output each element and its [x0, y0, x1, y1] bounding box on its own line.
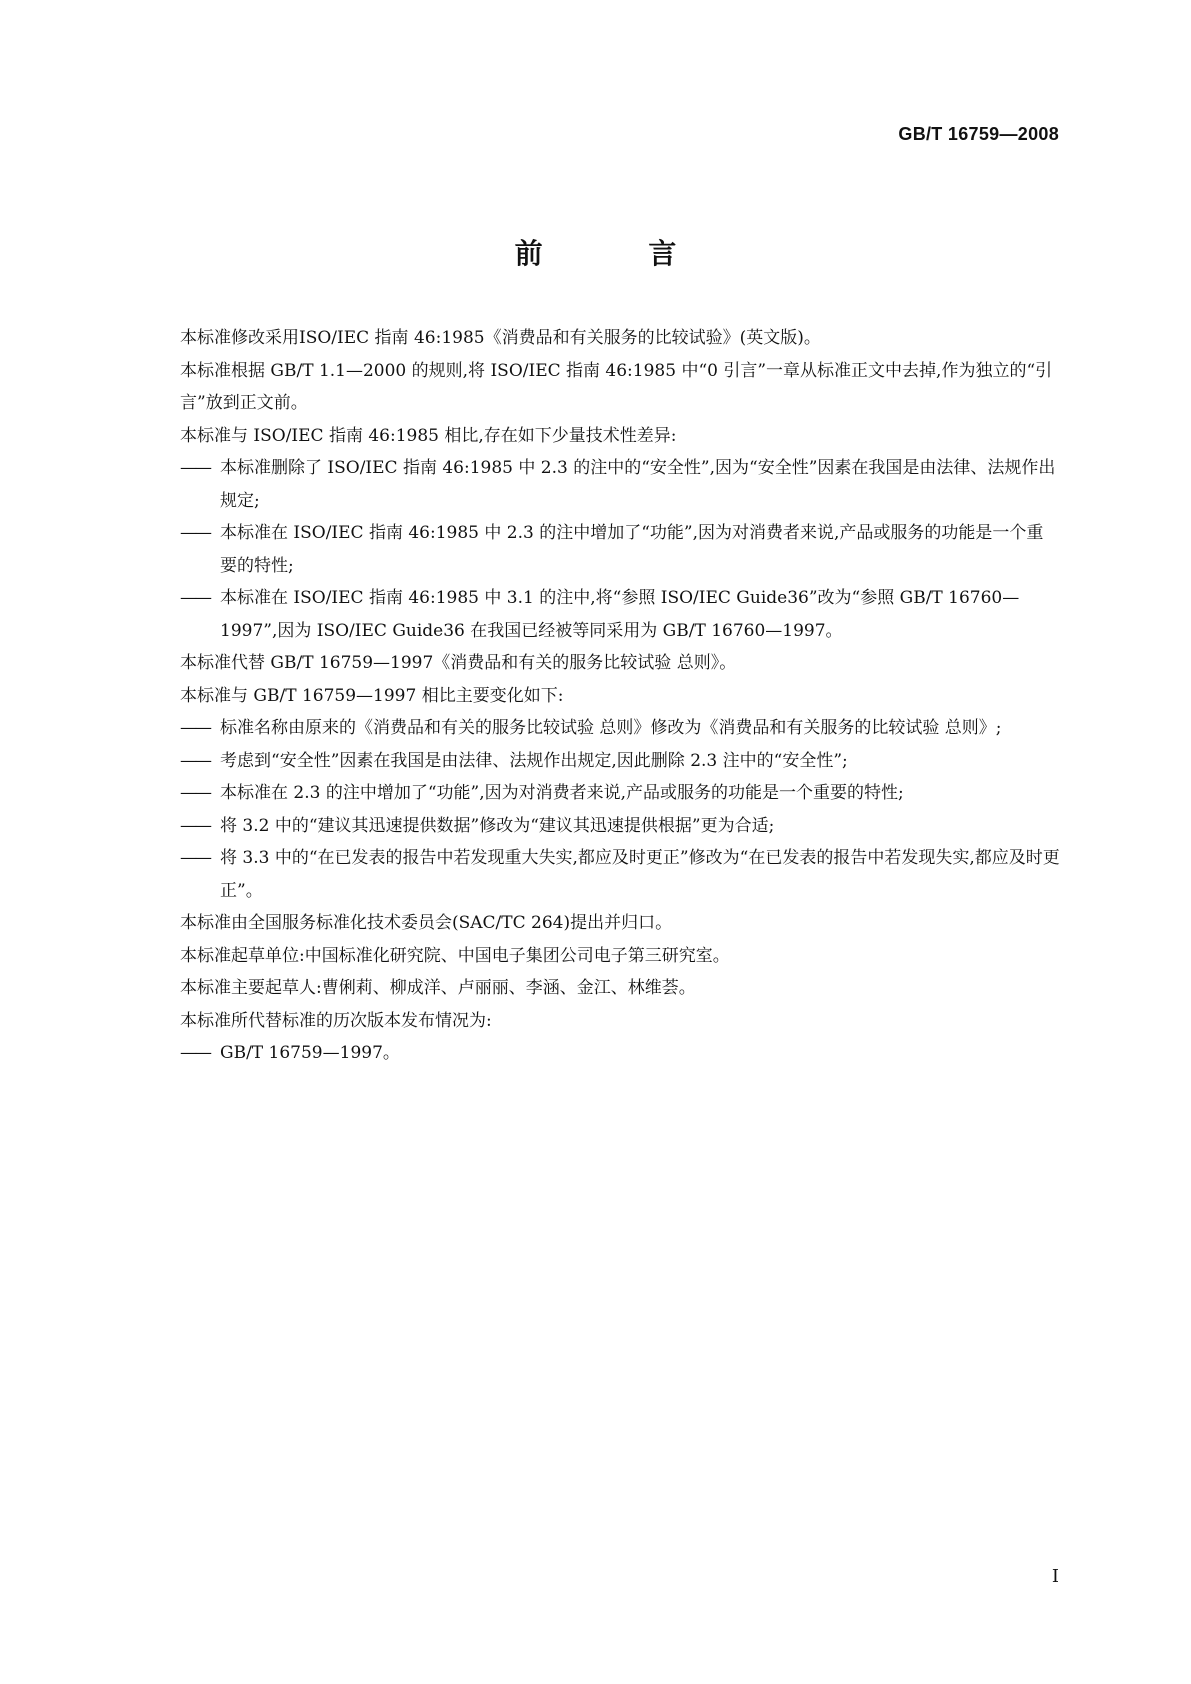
list-item: —— GB/T 16759—1997。 [180, 1037, 1060, 1070]
list-dash: —— [180, 718, 210, 738]
list-item: —— 本标准删除了 ISO/IEC 指南 46:1985 中 2.3 的注中的“安全性”,因为“安全性”因素在我国是由法律、法规作出规定; [180, 452, 1060, 517]
list-item: —— 本标准在 ISO/IEC 指南 46:1985 中 2.3 的注中增加了“功能”,因为对消费者来说,产品或服务的功能是一个重要的特性; [180, 517, 1060, 582]
list-dash: —— [180, 848, 210, 868]
paragraph: 本标准修改采用ISO/IEC 指南 46:1985《消费品和有关服务的比较试验》(英文版)。 [180, 328, 821, 348]
list-item: —— 将 3.2 中的“建议其迅速提供数据”修改为“建议其迅速提供根据”更为合适; [180, 810, 1060, 843]
list-item: —— 本标准在 2.3 的注中增加了“功能”,因为对消费者来说,产品或服务的功能是一个重要的特性; [180, 777, 1060, 810]
paragraph: 本标准根据 GB/T 1.1—2000 的规则,将 ISO/IEC 指南 46:1985 中“0 引言”一章从标准正文中去掉,作为独立的“引言”放到正文前。 [180, 360, 1053, 413]
standard-code: GB/T 16759—2008 [898, 124, 1059, 144]
list-dash: —— [180, 588, 210, 608]
paragraph: 本标准代替 GB/T 16759—1997《消费品和有关的服务比较试验 总则》。 [180, 653, 737, 673]
list-dash: —— [180, 523, 210, 543]
list-dash: —— [180, 815, 210, 836]
paragraph: 本标准由全国服务标准化技术委员会(SAC/TC 264)提出并归口。 [180, 913, 673, 933]
document-body [180, 322, 1060, 1070]
page-title: 前 言 [514, 237, 725, 270]
paragraph: 本标准所代替标准的历次版本发布情况为: [180, 1010, 492, 1031]
list-item: —— 考虑到“安全性”因素在我国是由法律、法规作出规定,因此删除 2.3 注中的“安全性”; [180, 745, 1060, 778]
list-item: —— 将 3.3 中的“在已发表的报告中若发现重大失实,都应及时更正”修改为“在已发表的报告中若发现失实,都应及时更正”。 [180, 842, 1060, 907]
list-dash: —— [180, 458, 210, 478]
list-item: —— 本标准在 ISO/IEC 指南 46:1985 中 3.1 的注中,将“参照 ISO/IEC Guide36”改为“参照 GB/T 16760—1997”,因为 ISO/IEC Guide36 在我国已经被等同采用为 GB/T 16760—1997。 [180, 582, 1060, 647]
page-number: I [1051, 1566, 1059, 1587]
list-item: —— 标准名称由原来的《消费品和有关的服务比较试验 总则》修改为《消费品和有关服务的比较试验 总则》; [180, 712, 1060, 745]
list-dash: —— [180, 783, 210, 803]
paragraph: 本标准起草单位:中国标准化研究院、中国电子集团公司电子第三研究室。 [180, 945, 730, 966]
paragraph: 本标准与 ISO/IEC 指南 46:1985 相比,存在如下少量技术性差异: [180, 425, 677, 446]
paragraph: 本标准主要起草人:曹俐莉、柳成洋、卢丽丽、李涵、金江、林维荟。 [180, 978, 696, 998]
paragraph: 本标准与 GB/T 16759—1997 相比主要变化如下: [180, 685, 564, 706]
list-dash: —— [180, 750, 210, 771]
list-dash: —— [180, 1043, 210, 1063]
